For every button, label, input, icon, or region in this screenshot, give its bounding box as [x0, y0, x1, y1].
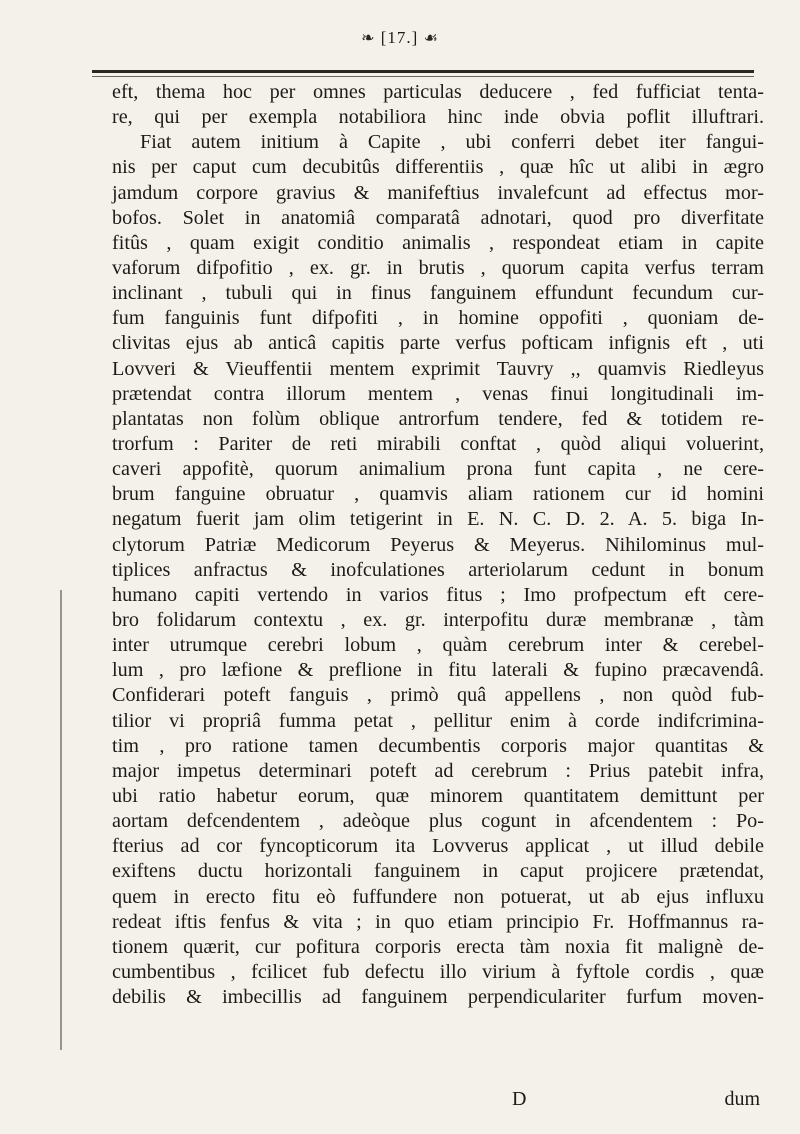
text-line: fterius ad cor fyncopticorum ita Lovverus applicat , ut illud debile — [112, 835, 764, 858]
text-line: prætendat contra illorum mentem , venas finui longitudinali im- — [112, 382, 764, 405]
text-line: fum fanguinis funt difpofiti , in homine oppofiti , quoniam de- — [112, 307, 764, 330]
text-line: tilior vi propriâ fumma petat , pellitur enim à corde indifcrimina- — [112, 709, 764, 732]
signature-mark: D — [512, 1088, 527, 1110]
text-line: bofos. Solet in anatomiâ comparatâ adnotari, quod pro diverfitate — [112, 206, 764, 229]
text-line: Lovveri & Vieuffentii mentem exprimit Tauvry ,, quamvis Riedleyus — [112, 357, 764, 380]
text-line: tiplices anfractus & inofculationes arteriolarum cedunt in bonum — [112, 558, 764, 581]
text-line: eft, thema hoc per omnes particulas deducere , fed fufficiat tenta- — [112, 81, 764, 103]
text-line: ubi ratio habetur eorum, quæ minorem quantitatem demittunt per — [112, 784, 764, 807]
text-line: humano capiti vertendo in varios fitus ; Imo profpectum eft cere- — [112, 583, 764, 606]
binding-shadow — [60, 590, 62, 1050]
header-rule-thin — [92, 76, 754, 77]
text-line: jamdum corpore gravius & manifeftius invalefcunt ad effectus mor- — [112, 181, 764, 204]
text-line: caveri appofitè, quorum animalium prona funt capita , ne cere- — [112, 458, 764, 481]
text-line: trorfum : Pariter de reti mirabili conftat , quòd aliqui voluerint, — [112, 432, 764, 455]
text-line: nis per caput cum decubitûs differentiis , quæ hîc ut alibi in ægro — [112, 156, 764, 179]
text-line: tionem quærit, cur pofitura corporis erecta tàm noxia fit malignè de- — [112, 935, 764, 958]
text-line: Confiderari poteft fanguis , primò quâ appellens , non quòd fub- — [112, 684, 764, 707]
text-line: brum fanguine obruatur , quamvis aliam rationem cur id homini — [112, 483, 764, 506]
catchword: dum — [724, 1088, 760, 1110]
text-line: cumbentibus , fcilicet fub defectu illo virium à fyftole cordis , quæ — [112, 960, 764, 983]
text-line: aortam defcendentem , adeòque plus cogunt in afcendentem : Po- — [112, 810, 764, 833]
text-line: inter utrumque cerebri lobum , quàm cerebrum inter & cerebel- — [112, 634, 764, 657]
page-number-line — [0, 28, 800, 48]
text-line: Fiat autem initium à Capite , ubi conferri debet iter fangui- — [140, 131, 764, 154]
text-line: quem in erecto fitu eò fuffundere non potuerat, ut ab ejus influxu — [112, 885, 764, 908]
right-ornament-icon: ☙ — [423, 30, 439, 47]
text-line: plantatas non folùm oblique antrorfum tendere, fed & totidem re- — [112, 407, 764, 430]
page-footer — [112, 1088, 764, 1114]
text-line: negatum fuerit jam olim tetigerint in E. N. C. D. 2. A. 5. biga In- — [112, 508, 764, 531]
text-line: lum , pro læfione & preflione in fitu laterali & fupino præcavendâ. — [112, 659, 764, 682]
text-line: debilis & imbecillis ad fanguinem perpendiculariter furfum moven- — [112, 986, 764, 1009]
text-line: redeat iftis fenfus & vita ; in quo etiam principio Fr. Hoffmannus ra- — [112, 910, 764, 933]
text-line: clivitas ejus ab anticâ capitis parte verfus pofticam infignis eft , uti — [112, 332, 764, 355]
text-line: re, qui per exempla notabiliora hinc inde obvia poflit illuftrari. — [112, 106, 764, 129]
header-rule — [92, 70, 754, 73]
text-line: major impetus determinari poteft ad cerebrum : Prius patebit infra, — [112, 759, 764, 782]
text-line: inclinant , tubuli qui in finus fanguinem effundunt fecundum cur- — [112, 282, 764, 305]
page-number: [17.] — [380, 28, 419, 47]
body-text — [112, 80, 764, 1010]
text-line: clytorum Patriæ Medicorum Peyerus & Meyerus. Nihilominus mul- — [112, 533, 764, 556]
text-line: vaforum difpofitio , ex. gr. in brutis , quorum capita verfus terram — [112, 256, 764, 279]
text-line: bro folidarum contextu , ex. gr. interpofitu duræ membranæ , tàm — [112, 608, 764, 631]
page-header — [0, 10, 800, 70]
text-line: tim , pro ratione tamen decumbentis corporis major quantitas & — [112, 734, 764, 757]
text-line: exiftens ductu horizontali fanguinem in caput projicere prætendat, — [112, 860, 764, 883]
text-line: fitûs , quam exigit conditio animalis , respondeat etiam in capite — [112, 231, 764, 254]
left-ornament-icon: ❧ — [361, 30, 376, 47]
